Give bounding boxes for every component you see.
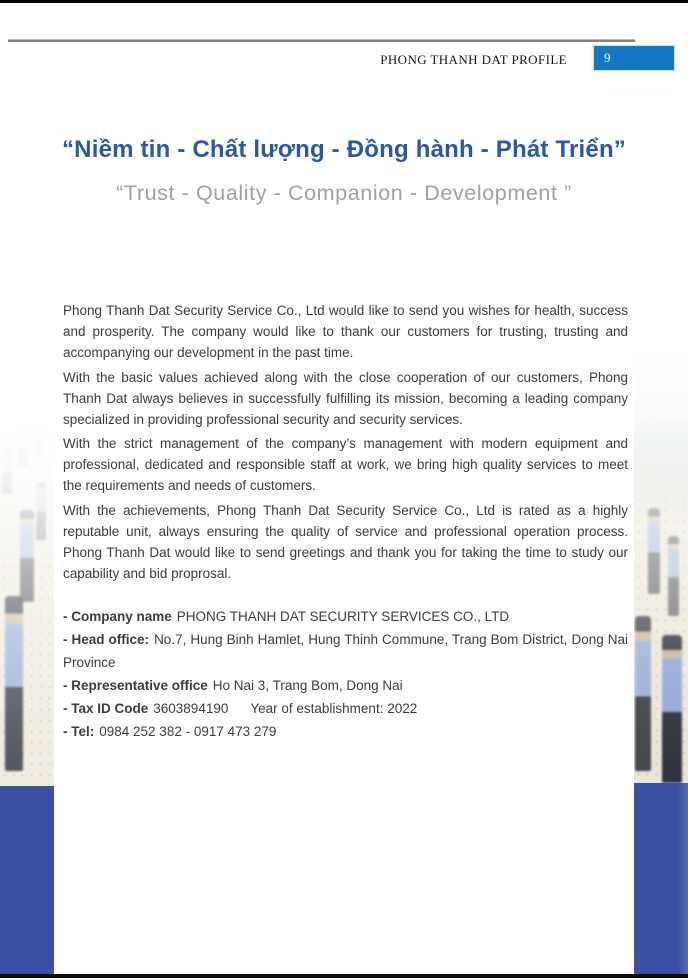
detail-label: - Tel: xyxy=(63,723,95,739)
detail-value: 0984 252 382 - 0917 473 279 xyxy=(99,723,277,739)
body-text-block xyxy=(63,301,628,743)
fade-overlay xyxy=(0,418,54,786)
detail-telephone xyxy=(63,720,628,743)
detail-label: - Representative office xyxy=(63,677,208,693)
detail-tax-id xyxy=(63,697,628,720)
detail-value: PHONG THANH DAT SECURITY SERVICES CO., LTD xyxy=(176,608,510,624)
right-photo-strip xyxy=(634,340,688,783)
paragraph-values: With the basic values achieved along with the close cooperation of our customers, Phong Thanh Dat always believes in successfully fulfilling its mission, becoming a leading company specialized in providing professional security and security services. xyxy=(63,369,628,427)
top-border-bar xyxy=(0,0,688,3)
company-details-list xyxy=(63,605,628,743)
detail-representative-office xyxy=(63,674,628,697)
header-divider-line xyxy=(8,39,635,42)
left-footer-rectangle xyxy=(0,786,54,974)
detail-value: 3603894190 xyxy=(153,700,229,716)
detail-company-name xyxy=(63,605,628,628)
paragraph-management: With the strict management of the company’s management with modern equipment and professional, dedicated and responsible staff at work, we bring high quality services to meet the requirements and needs of customers. xyxy=(63,436,628,494)
detail-label: - Tax ID Code xyxy=(63,700,149,716)
detail-value: No.7, Hung Binh Hamlet, Hung Thinh Commune, Trang Bom District, Dong Nai Province xyxy=(63,631,628,670)
detail-value: Ho Nai 3, Trang Bom, Dong Nai xyxy=(212,677,403,693)
paragraph-achievements: With the achievements, Phong Thanh Dat Security Service Co., Ltd is rated as a highly reputable unit, always ensuring the quality of service and professional operation process. Phong Thanh Dat would like to send greetings and thank you for taking the time to study our capability and bid proprosal. xyxy=(63,503,628,581)
page-number-badge xyxy=(593,45,675,71)
bottom-border-bar xyxy=(0,974,688,978)
right-footer-rectangle xyxy=(634,783,688,974)
detail-extra: Year of establishment: 2022 xyxy=(250,700,418,716)
slogan-english: “Trust - Quality - Companion - Development ” xyxy=(116,181,572,205)
fade-overlay xyxy=(634,340,688,783)
paragraph-greeting: Phong Thanh Dat Security Service Co., Ltd would like to send you wishes for health, success and prosperity. The company would like to thank our customers for trusting, trusting and accompanying our development in the past time. xyxy=(63,303,628,360)
left-photo-strip xyxy=(0,418,54,786)
detail-head-office xyxy=(63,628,628,674)
page-number: 9 xyxy=(604,50,611,65)
slogan-vietnamese: “Niềm tin - Chất lượng - Đồng hành - Phát Triển” xyxy=(61,136,627,163)
detail-label: - Head office: xyxy=(63,631,150,647)
detail-label: - Company name xyxy=(63,608,172,624)
header-profile-label: PHONG THANH DAT PROFILE xyxy=(380,52,567,67)
